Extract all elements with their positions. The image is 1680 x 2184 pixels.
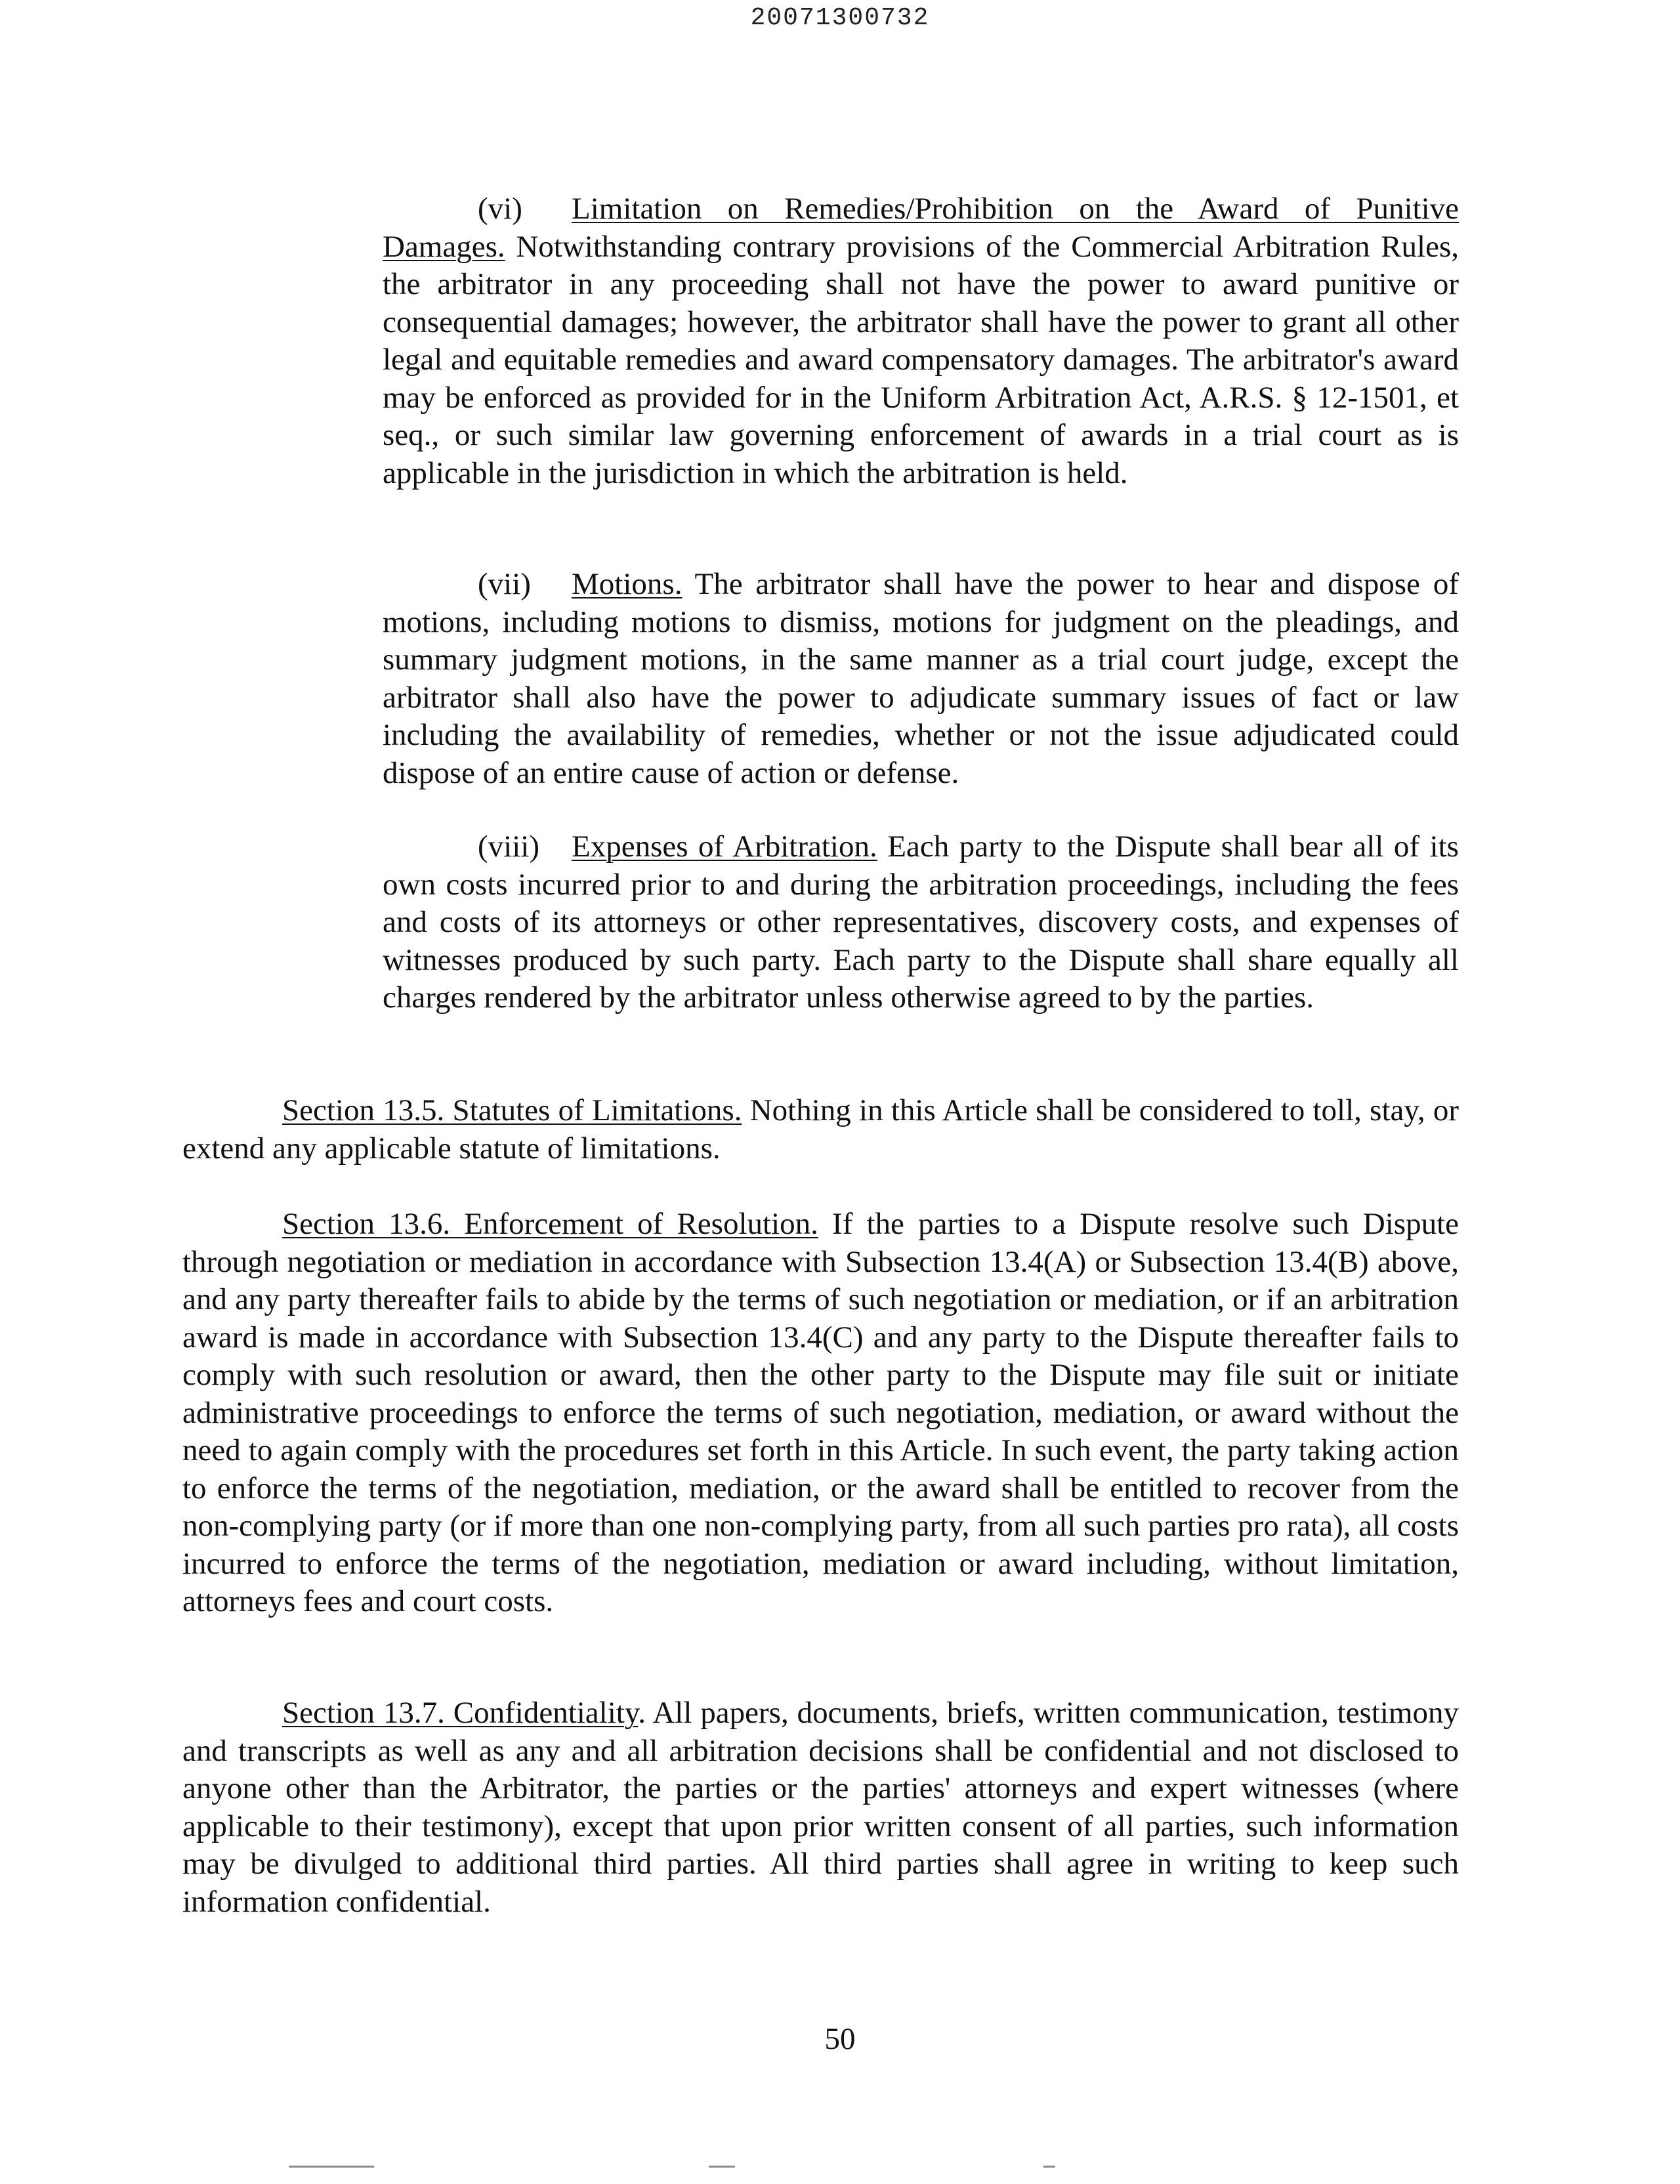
section-body: Nothing in this Article shall be considered to toll, stay, or extend any applicable statute of limitations. bbox=[182, 1093, 1460, 1166]
section-heading: Section 13.7. Confidentiality bbox=[282, 1696, 639, 1730]
subparagraph-number: (viii) bbox=[478, 830, 539, 864]
subparagraph-heading: Limitation on Remedies/Prohibition on the Award of Punitive Damages. bbox=[383, 192, 1459, 264]
subparagraph-viii bbox=[383, 828, 1459, 1017]
section-heading: Section 13.5. Statutes of Limitations. bbox=[282, 1093, 742, 1127]
subparagraph-vii bbox=[383, 566, 1459, 792]
section-13-5 bbox=[182, 1092, 1459, 1167]
scan-artifact bbox=[1043, 2166, 1055, 2168]
section-13-6 bbox=[182, 1206, 1459, 1621]
subparagraph-vi bbox=[383, 190, 1459, 492]
subparagraph-heading: Motions. bbox=[572, 567, 682, 601]
section-body: . All papers, documents, briefs, written communication, testimony and transcripts as well as any and all arbitration decisions shall be confidential and not disclosed to anyone other than the Arbitrator, the parties or the parties' attorneys and expert witnesses (where applicable to their testimony), except that upon prior written consent of all parties, such information may be divulged to additional third parties. All third parties shall agree in writing to keep such information confidential. bbox=[182, 1696, 1459, 1919]
document-number: 20071300732 bbox=[750, 4, 930, 32]
section-13-7 bbox=[182, 1694, 1459, 1921]
subparagraph-number: (vi) bbox=[478, 192, 522, 226]
subparagraph-body: The arbitrator shall have the power to hear and dispose of motions, including motions to dismiss, motions for judgment on the pleadings, and summary judgment motions, in the same manner as a trial court judge, except the arbitrator shall also have the power to adjudicate summary issues of fact or law including the availability of remedies, whether or not the issue adjudicated could dispose of an entire cause of action or defense. bbox=[383, 567, 1459, 790]
section-body: If the parties to a Dispute resolve such Dispute through negotiation or mediation in accordance with Subsection 13.4(A) or Subsection 13.4(B) above, and any party thereafter fails to abide by the terms of such negotiation or mediation, or if an arbitration award is made in accordance with Subsection 13.4(C) and any party to the Dispute thereafter fails to comply with such resolution or award, then the other party to the Dispute may file suit or initiate administrative proceedings to enforce the terms of such negotiation, mediation, or award without the need to again comply with the procedures set forth in this Article. In such event, the party taking action to enforce the terms of the negotiation, mediation, or the award shall be entitled to recover from the non-complying party (or if more than one non-complying party, from all such parties pro rata), all costs incurred to enforce the terms of the negotiation, mediation or award including, without limitation, attorneys fees and court costs. bbox=[182, 1207, 1459, 1618]
section-heading: Section 13.6. Enforcement of Resolution. bbox=[282, 1207, 818, 1241]
subparagraph-heading: Expenses of Arbitration. bbox=[572, 830, 877, 864]
subparagraph-body: Notwithstanding contrary provisions of the Commercial Arbitration Rules, the arbitrator in any proceeding shall not have the power to award punitive or consequential damages; however, the arbitrator shall have the power to grant all other legal and equitable remedies and award compensatory damages. The arbitrator's award may be enforced as provided for in the Uniform Arbitration Act, A.R.S. § 12-1501, et seq., or such similar law governing enforcement of awards in a trial court as is applicable in the jurisdiction in which the arbitration is held. bbox=[383, 229, 1459, 490]
page-number: 50 bbox=[824, 2022, 856, 2056]
scan-artifact bbox=[289, 2166, 374, 2168]
subparagraph-number: (vii) bbox=[478, 567, 531, 601]
scan-artifact bbox=[709, 2166, 735, 2168]
subparagraph-body: Each party to the Dispute shall bear all of its own costs incurred prior to and during the arbitration proceedings, including the fees and costs of its attorneys or other representatives, discovery costs, and expenses of witnesses produced by such party. Each party to the Dispute shall share equally all charges rendered by the arbitrator unless otherwise agreed to by the parties. bbox=[383, 830, 1459, 1015]
